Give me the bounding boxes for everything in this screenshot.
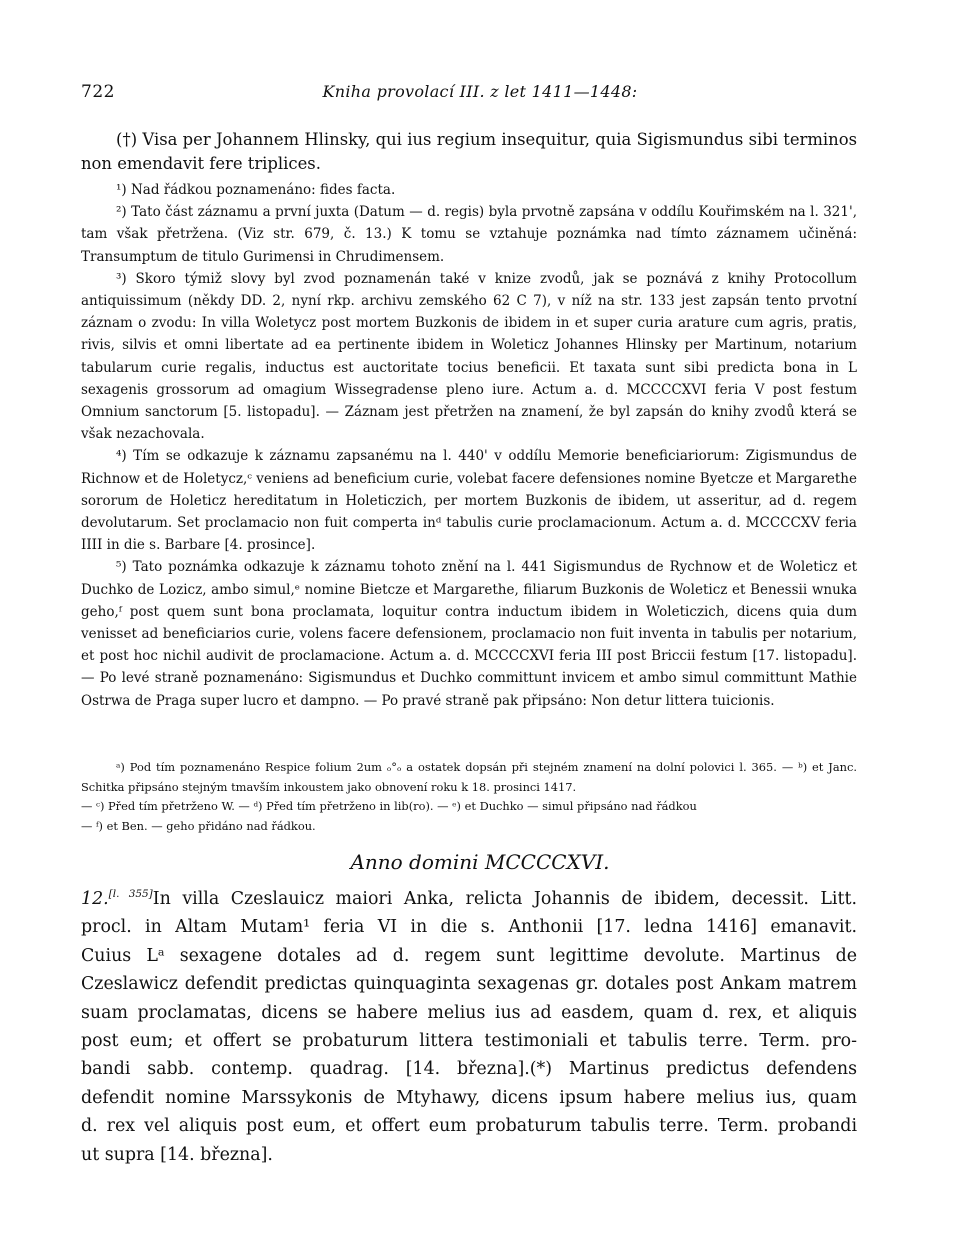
entry-line: procl. in Altam Mutam¹ feria VI in die s. Anthonii [17. ledna 1416] emanavit. bbox=[81, 917, 857, 938]
entry-line: bandi sabb. contemp. quadrag. [14. března].(*) Martinus predictus defendens bbox=[81, 1059, 857, 1080]
apparatus-line: — ᶜ) Před tím přetrženo W. — ᵈ) Před tím přetrženo in lib(ro). — ᵉ) et Duchko — simul připsáno nad řádkou bbox=[81, 799, 697, 814]
footnote-5: ⁵) Tato poznámka odkazuje k záznamu tohoto znění na l. 441 Sigismundus de Rychnow et de Woleticz et Duchko de Lozicz, ambo simul,ᵉ nomine Bietcze et Margarethe, filiarum Buzkonis de Woleticz et Benessii wnuka geho,ᶠ post quem sunt bona proclamata, loquitur contra inductum ibidem in Woleticzich, dicens quia dum venisset ad beneficiarios curie, volens facere defensionem, proclamacio non fuit inventa in tabulis per notarium, et post hoc nichil audivit de proclamacione. Actum a. d. MCCCCXVI feria III post Briccii festum [17. listopadu]. — Po levé straně poznamenáno: Sigismundus et Duchko committunt invicem et ambo simul committunt Mathie Ostrwa de Praga super lucro et dampno. — Po pravé straně pak připsáno: Non detur littera tuicionis. bbox=[81, 559, 857, 709]
running-title: Kniha provolací III. z let 1411—1448: bbox=[322, 82, 638, 101]
footnote-3: ³) Skoro týmiž slovy byl zvod poznamenán také v knize zvodů, jak se poznává z knihy Protocollum antiquissimum (někdy DD. 2, nyní rkp. archivu zemského 62 C 7), v níž na str. 133 jest zapsán tento prvotní záznam o zvodu: In villa Woletycz post mortem Buzkonis de ibidem in et super curia arature cum agris, pratis, rivis, silvis et omni libertate ad ea pertinente ibidem in Woleticz Johannes Hlinsky per Martinum, notarium tabularum curie regalis, inductus est auctoritate tocius beneficii. Et taxata sunt sibi predicta bona in L sexagenis grossorum ad omagium Wissegradense pleno iure. Actum a. d. MCCCCXVI feria V post festum Omnium sanctorum [5. listopadu]. — Záznam jest přetržen na znamení, že byl zapsán do knihy zvodů která se však nezachovala. bbox=[81, 270, 857, 443]
entry-line: suam proclamatas, dicens se habere melius ius ad easdem, quam d. rex, et aliquis bbox=[81, 1002, 857, 1023]
entry-line: ut supra [14. března]. bbox=[81, 1144, 273, 1165]
apparatus-line: ᵃ) Pod tím poznamenáno Respice folium 2um ₒ°ₒ a ostatek dopsán při stejném znamení na dolní polovici l. 365. — ᵇ) et Janc. Schitka připsáno stejným tmavším inkoustem jako obnovení roku k 18. prosinci 1417. bbox=[81, 760, 857, 794]
entry-line: defendit nomine Marssykonis de Mtyhawy, dicens ipsum habere melius ius, quam bbox=[81, 1087, 857, 1108]
folio-reference: [l. 355] bbox=[108, 888, 153, 901]
footnote-2: ²) Tato část záznamu a první juxta (Datum — d. regis) byla prvotně zapsána v oddílu Kouřimském na l. 321', tam však přetržena. (Viz str. 679, č. 13.) K tomu se vztahuje poznámka nad tímto záznamem učiněná: Transumptum de titulo Gurimensi in Chrudimensem. bbox=[81, 204, 857, 265]
note-visa: (†) Visa per Johannem Hlinsky, qui ius regium insequitur, quia Sigismundus sibi terminos non emendavit fere triplices. bbox=[81, 130, 857, 173]
entry-line: Czeslawicz defendit predictas quinquaginta sexagenas gr. dotales post Ankam matrem bbox=[81, 974, 857, 995]
footnote-4: ⁴) Tím se odkazuje k záznamu zapsanému na l. 440' v oddílu Memorie beneficiariorum: Zigismundus de Richnow et de Holetycz,ᶜ veniens ad beneficium curie, volebat facere defensiones nomine Byetcze et Margarethe sororum de Holeticz hereditatum in Holeticzich, per mortem Buzkonis de ibidem, ut asseritur, ad d. regem devolutarum. Set proclamacio non fuit comperta inᵈ tabulis curie proclamacionum. Actum a. d. MCCCCXV feria IIII in die s. Barbare [4. prosince]. bbox=[81, 448, 857, 554]
entry-12 bbox=[81, 885, 857, 1169]
apparatus-line: — ᶠ) et Ben. — geho přidáno nad řádkou. bbox=[81, 818, 316, 833]
page-number: 722 bbox=[81, 82, 115, 102]
entry-number: 12. bbox=[81, 889, 109, 909]
critical-apparatus bbox=[81, 758, 857, 836]
entry-line: Cuius Lᵃ sexagene dotales ad d. regem sunt legittime devolute. Martinus de bbox=[81, 945, 857, 966]
entry-line: post eum; et offert se probaturum littera testimoniali et tabulis terre. Term. pro- bbox=[81, 1031, 857, 1052]
entry-line: In villa Czeslauicz maiori Anka, relicta Johannis de ibidem, decessit. Litt. bbox=[152, 889, 858, 909]
footnotes-block bbox=[81, 128, 857, 712]
entry-line: d. rex vel aliquis post eum, et offert eum probaturum tabulis terre. Term. probandi bbox=[81, 1116, 857, 1137]
footnote-1: ¹) Nad řádkou poznamenáno: fides facta. bbox=[116, 182, 396, 198]
section-heading: Anno domini MCCCCXVI. bbox=[350, 850, 610, 874]
entry-line-first bbox=[81, 885, 857, 913]
